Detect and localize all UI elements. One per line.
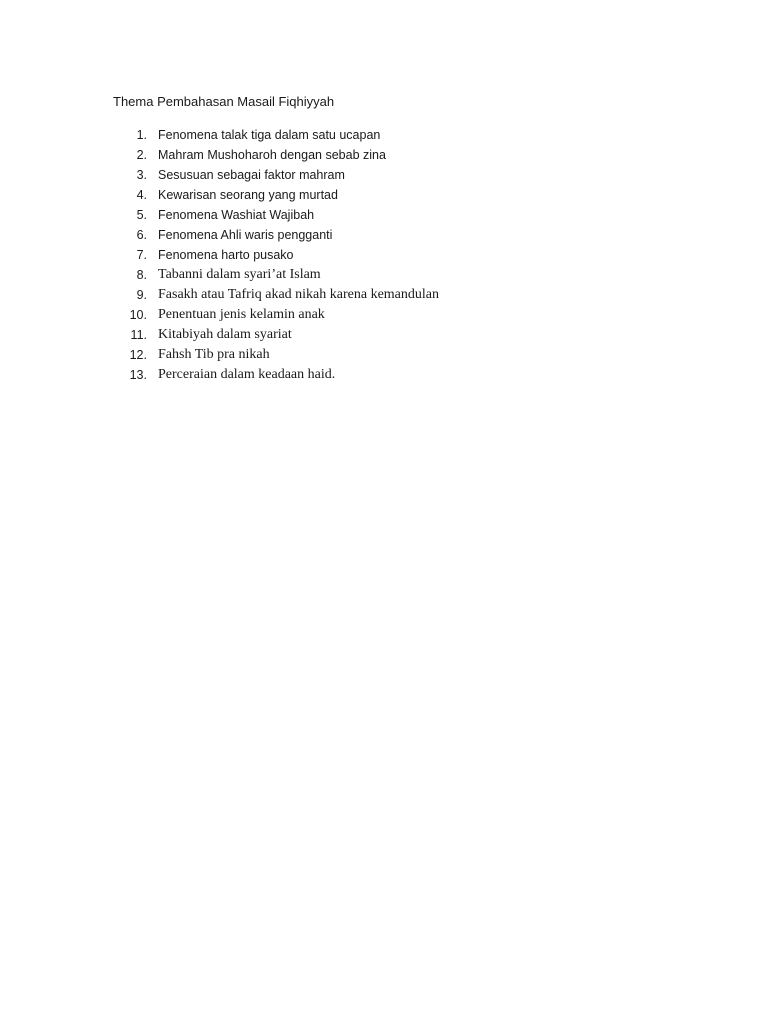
document-title: Thema Pembahasan Masail Fiqhiyyah <box>113 94 335 109</box>
list-item-text: Fenomena harto pusako <box>158 248 294 262</box>
list-item-text: Fenomena talak tiga dalam satu ucapan <box>158 128 381 142</box>
list-item-number: 2. <box>136 148 147 162</box>
list-item <box>0 365 768 385</box>
list-item-text: Fenomena Ahli waris pengganti <box>158 228 333 242</box>
list-item-number: 1. <box>136 128 147 142</box>
list-item-text: Sesusuan sebagai faktor mahram <box>158 168 345 182</box>
list-item-number: 9. <box>136 288 147 302</box>
list-item <box>0 245 768 265</box>
list-item <box>0 205 768 225</box>
list-item-text: Tabanni dalam syari’at Islam <box>158 267 321 282</box>
list-item <box>0 225 768 245</box>
list-item <box>0 145 768 165</box>
list-item-number: 7. <box>136 248 147 262</box>
list-item-text: Kitabiyah dalam syariat <box>158 327 292 342</box>
list-item-text: Penentuan jenis kelamin anak <box>158 307 325 322</box>
list-item <box>0 285 768 305</box>
list-item-text: Perceraian dalam keadaan haid. <box>158 367 336 382</box>
list-item-number: 12. <box>129 348 147 362</box>
list-item-number: 3. <box>136 168 147 182</box>
list-item <box>0 185 768 205</box>
list-item-number: 10. <box>129 308 147 322</box>
list-item-text: Mahram Mushoharoh dengan sebab zina <box>158 148 386 162</box>
list-item-number: 11. <box>130 328 147 342</box>
list-item-number: 8. <box>136 268 147 282</box>
list-item <box>0 125 768 145</box>
list-item-text: Fenomena Washiat Wajibah <box>158 208 315 222</box>
list-item <box>0 265 768 285</box>
list-item-number: 13. <box>129 368 147 382</box>
list-item-text: Fasakh atau Tafriq akad nikah karena kemandulan <box>158 287 439 302</box>
list-item <box>0 345 768 365</box>
list-item-number: 6. <box>136 228 147 242</box>
list-item-text: Kewarisan seorang yang murtad <box>158 188 338 202</box>
list-item-text: Fahsh Tib pra nikah <box>158 347 270 362</box>
list-item <box>0 325 768 345</box>
list-item <box>0 165 768 185</box>
list-item-number: 5. <box>136 208 147 222</box>
topic-list <box>0 125 768 385</box>
list-item-number: 4. <box>136 188 147 202</box>
list-item <box>0 305 768 325</box>
